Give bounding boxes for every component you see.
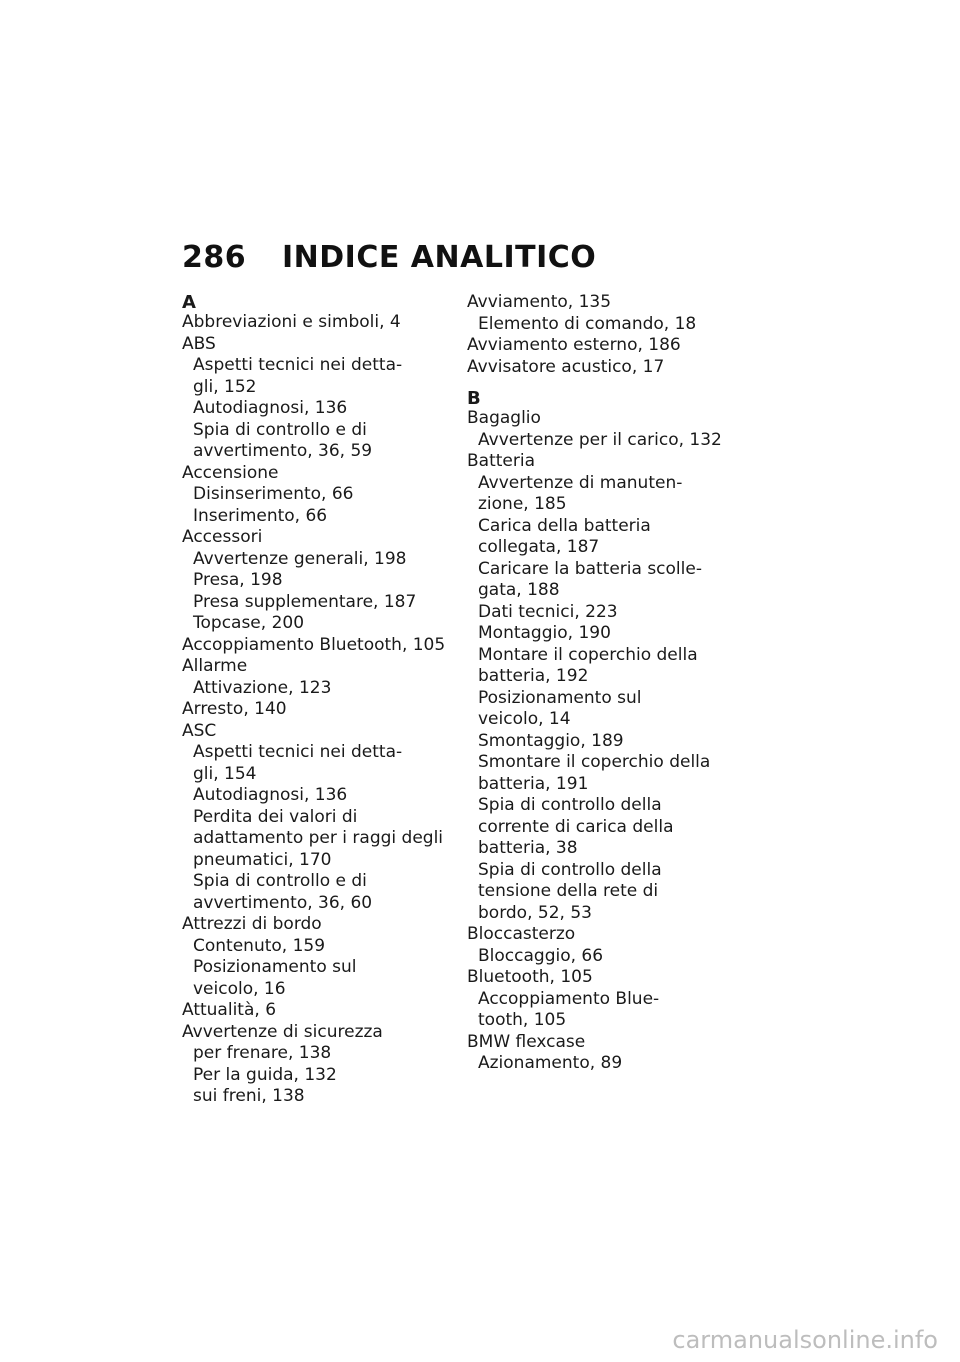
index-entry: Avvertenze di sicurezza bbox=[182, 1021, 383, 1042]
index-entry: Bloccasterzo bbox=[467, 924, 576, 944]
index-subentry: Topcase, 200 bbox=[193, 613, 305, 633]
index-subentry: Presa, 198 bbox=[193, 570, 283, 590]
index-subentry: Presa supplementare, 187 bbox=[193, 591, 417, 612]
index-subentry: Posizionamento sul bbox=[193, 957, 357, 977]
index-entry: BMW flexcase bbox=[467, 1031, 586, 1052]
index-entry: Avviamento, 135 bbox=[467, 292, 612, 312]
index-letter-heading: A bbox=[182, 292, 196, 313]
index-subentry: veicolo, 14 bbox=[478, 709, 571, 729]
index-subentry: Inserimento, 66 bbox=[193, 505, 328, 526]
index-subentry: Attivazione, 123 bbox=[193, 677, 332, 698]
index-subentry: Caricare la batteria scolle- bbox=[478, 558, 702, 579]
index-subentry: Avvertenze per il carico, 132 bbox=[478, 429, 722, 450]
index-subentry: Accoppiamento Blue- bbox=[478, 988, 660, 1009]
index-subentry: avvertimento, 36, 60 bbox=[193, 892, 373, 913]
index-subentry: Carica della batteria bbox=[478, 515, 651, 536]
index-entry: ASC bbox=[182, 720, 217, 741]
index-entry: Bagaglio bbox=[467, 408, 541, 428]
index-subentry: tooth, 105 bbox=[478, 1010, 567, 1030]
index-subentry: Elemento di comando, 18 bbox=[478, 313, 697, 334]
index-subentry: Perdita dei valori di bbox=[193, 806, 358, 827]
index-entry: Abbreviazioni e simboli, 4 bbox=[182, 312, 401, 332]
index-subentry: pneumatici, 170 bbox=[193, 849, 332, 870]
index-subentry: Aspetti tecnici nei detta- bbox=[193, 355, 403, 375]
index-subentry: Autodiagnosi, 136 bbox=[193, 398, 348, 418]
index-subentry: gli, 154 bbox=[193, 763, 257, 784]
index-subentry: gata, 188 bbox=[478, 580, 560, 600]
index-subentry: Aspetti tecnici nei detta- bbox=[193, 742, 403, 762]
index-entry: ABS bbox=[182, 333, 216, 354]
index-entry: Accessori bbox=[182, 527, 263, 547]
index-subentry: bordo, 52, 53 bbox=[478, 902, 592, 923]
index-subentry: batteria, 192 bbox=[478, 666, 589, 686]
index-entry: Bluetooth, 105 bbox=[467, 967, 593, 987]
index-entry: Arresto, 140 bbox=[182, 699, 287, 719]
index-subentry: Smontaggio, 189 bbox=[478, 730, 624, 751]
index-subentry: Spia di controllo e di bbox=[193, 871, 367, 891]
index-entry: Allarme bbox=[182, 656, 248, 676]
index-subentry: batteria, 191 bbox=[478, 773, 589, 794]
index-entry: Accoppiamento Bluetooth, 105 bbox=[182, 634, 446, 655]
page-number: 286 bbox=[182, 240, 247, 275]
index-entry: Avvisatore acustico, 17 bbox=[467, 356, 665, 377]
index-subentry: avvertimento, 36, 59 bbox=[193, 441, 373, 461]
index-subentry: Contenuto, 159 bbox=[193, 935, 326, 956]
index-subentry: Smontare il coperchio della bbox=[478, 752, 711, 772]
index-subentry: Montaggio, 190 bbox=[478, 623, 611, 643]
index-subentry: Autodiagnosi, 136 bbox=[193, 785, 348, 805]
index-subentry: zione, 185 bbox=[478, 494, 567, 514]
index-subentry: Montare il coperchio della bbox=[478, 644, 698, 665]
index-subentry: Per la guida, 132 bbox=[193, 1064, 337, 1085]
index-entry: Attualità, 6 bbox=[182, 1000, 277, 1020]
index-entry: Accensione bbox=[182, 462, 279, 483]
index-subentry: sui freni, 138 bbox=[193, 1086, 305, 1106]
index-subentry: Azionamento, 89 bbox=[478, 1053, 623, 1073]
index-letter-heading: B bbox=[467, 388, 481, 409]
index-subentry: corrente di carica della bbox=[478, 816, 674, 837]
index-subentry: adattamento per i raggi degli bbox=[193, 828, 444, 848]
index-subentry: per frenare, 138 bbox=[193, 1043, 332, 1063]
index-entry: Batteria bbox=[467, 451, 535, 471]
index-subentry: Spia di controllo e di bbox=[193, 419, 367, 440]
index-subentry: Disinserimento, 66 bbox=[193, 484, 354, 504]
index-subentry: veicolo, 16 bbox=[193, 978, 286, 999]
index-subentry: Spia di controllo della bbox=[478, 859, 662, 880]
page-header bbox=[182, 240, 596, 275]
watermark-text: carmanualsonline.info bbox=[672, 1326, 938, 1354]
index-entry: Avviamento esterno, 186 bbox=[467, 335, 681, 355]
index-subentry: Dati tecnici, 223 bbox=[478, 601, 618, 622]
index-column-right bbox=[467, 292, 742, 1075]
index-subentry: Spia di controllo della bbox=[478, 795, 662, 815]
index-subentry: collegata, 187 bbox=[478, 537, 600, 557]
index-subentry: tensione della rete di bbox=[478, 881, 659, 901]
page-title: INDICE ANALITICO bbox=[282, 240, 597, 275]
index-subentry: Bloccaggio, 66 bbox=[478, 945, 604, 966]
index-subentry: Posizionamento sul bbox=[478, 687, 642, 708]
index-subentry: Avvertenze generali, 198 bbox=[193, 548, 407, 569]
index-column-left bbox=[182, 292, 457, 1108]
index-subentry: batteria, 38 bbox=[478, 838, 578, 858]
index-subentry: Avvertenze di manuten- bbox=[478, 472, 683, 493]
index-entry: Attrezzi di bordo bbox=[182, 914, 322, 934]
index-subentry: gli, 152 bbox=[193, 376, 257, 397]
